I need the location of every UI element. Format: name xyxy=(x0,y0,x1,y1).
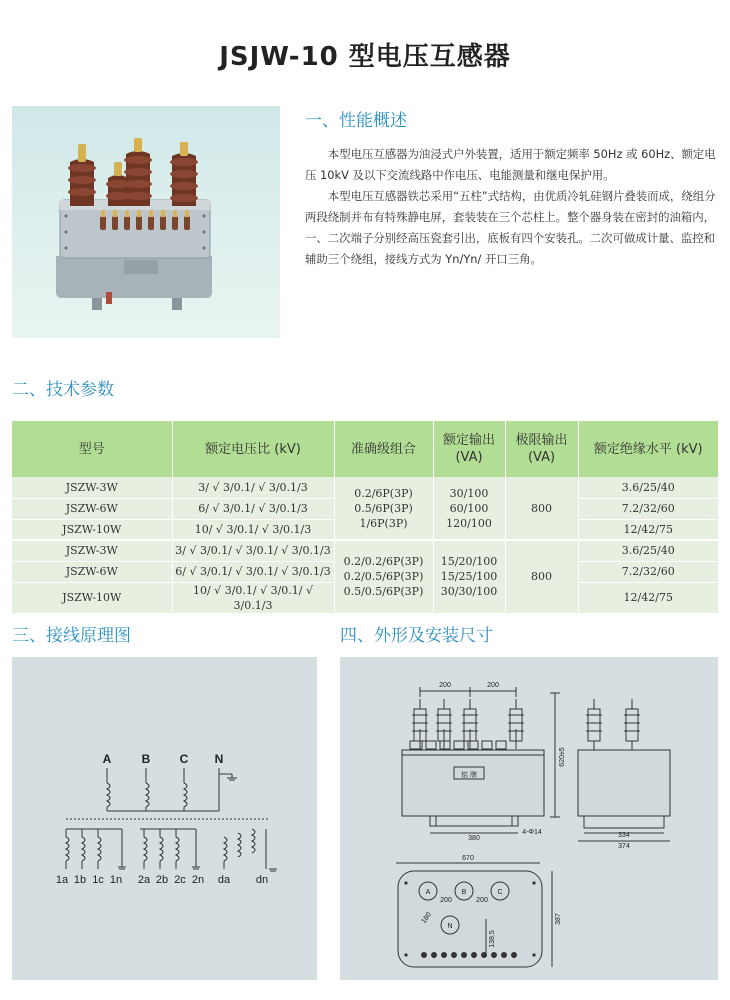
terminal-label: N xyxy=(214,752,224,766)
dimension-label: 374 xyxy=(618,843,630,850)
nameplate-label: 铭 牌 xyxy=(461,772,477,779)
cell-limit: 800 xyxy=(505,477,578,540)
header-accuracy: 准确级组合 xyxy=(334,421,433,477)
table-row xyxy=(12,540,718,561)
terminal-label: 1c xyxy=(92,874,104,886)
terminal-label: 1a xyxy=(55,874,69,886)
cell-limit: 800 xyxy=(505,540,578,613)
output-value: 120/100 xyxy=(446,516,492,530)
terminal-label: C xyxy=(179,752,189,766)
overview-text xyxy=(305,144,719,270)
header-ratio: 额定电压比 (kV) xyxy=(172,421,334,477)
accuracy-value: 0.5/6P(3P) xyxy=(354,501,413,515)
dimension-label: 670 xyxy=(462,855,474,862)
params-heading: 二、技术参数 xyxy=(12,380,114,400)
cell-output xyxy=(433,540,505,613)
terminal-label: B xyxy=(141,752,151,766)
cell-model: JSZW-6W xyxy=(12,561,172,582)
dimension-heading: 四、外形及安装尺寸 xyxy=(340,626,493,646)
table-header-row xyxy=(12,421,718,477)
output-value: 30/100 xyxy=(449,486,489,500)
terminal-label: dn xyxy=(255,874,269,886)
accuracy-value: 0.5/0.5/6P(3P) xyxy=(343,585,424,599)
dimension-label: 620±5 xyxy=(559,747,566,767)
terminal-label: A xyxy=(102,752,112,766)
header-rated-output: 额定输出 (VA) xyxy=(433,421,505,477)
dimension-label: 200 xyxy=(476,897,488,904)
cell-output xyxy=(433,477,505,540)
wiring-heading: 三、接线原理图 xyxy=(12,626,131,646)
terminal-label: 2c xyxy=(174,874,186,886)
dimension-label: 180 xyxy=(420,911,433,925)
cell-model: JSZW-10W xyxy=(12,582,172,613)
bushing-label: N xyxy=(447,923,453,930)
terminal-label: 2b xyxy=(155,874,169,886)
dimension-drawing-panel xyxy=(340,657,718,980)
page-title: JSJW-10 型电压互感器 xyxy=(219,42,511,72)
dimension-label: 380 xyxy=(468,835,480,842)
accuracy-value: 1/6P(3P) xyxy=(359,516,408,530)
dimension-label: 334 xyxy=(618,832,630,839)
wiring-diagram-panel xyxy=(12,657,317,980)
cell-model: JSZW-3W xyxy=(12,540,172,561)
terminal-label: 2n xyxy=(191,874,205,886)
cell-ratio: 3/ √ 3/0.1/ √ 3/0.1/ √ 3/0.1/3 xyxy=(172,540,334,561)
product-photo xyxy=(12,106,280,338)
terminal-label: 2a xyxy=(137,874,151,886)
cell-ratio: 6/ √ 3/0.1/ √ 3/0.1/ √ 3/0.1/3 xyxy=(172,561,334,582)
cell-insulation: 3.6/25/40 xyxy=(578,477,718,498)
output-value: 30/30/100 xyxy=(440,585,498,599)
dimension-label: 200 xyxy=(487,682,499,689)
header-model: 型号 xyxy=(12,421,172,477)
bushing-label: B xyxy=(461,889,467,896)
accuracy-value: 0.2/0.5/6P(3P) xyxy=(343,570,424,584)
accuracy-value: 0.2/0.2/6P(3P) xyxy=(343,555,424,569)
overview-paragraph: 本型电压互感器铁芯采用“五柱”式结构，由优质冷轧硅钢片叠装而成，绕组分两段绕制并布有特殊静电屏，套装装在三个芯柱上。整个器身装在密封的油箱内，一、二次端子分别经高压瓷套引出，底板有四个安装孔。二次可做成计量、监控和辅助三个绕组，接线方式为 Yn/Yn/ 开口三角。 xyxy=(305,189,716,266)
terminal-label: 1n xyxy=(109,874,123,886)
cell-ratio: 3/ √ 3/0.1/ √ 3/0.1/3 xyxy=(172,477,334,498)
output-value: 15/25/100 xyxy=(440,570,498,584)
cell-ratio: 10/ √ 3/0.1/ √ 3/0.1/3 xyxy=(172,519,334,540)
cell-model: JSZW-10W xyxy=(12,519,172,540)
cell-ratio: 10/ √ 3/0.1/ √ 3/0.1/ √ 3/0.1/3 xyxy=(172,582,334,613)
table-row xyxy=(12,477,718,498)
header-insulation: 额定绝缘水平 (kV) xyxy=(578,421,718,477)
bushing-label: A xyxy=(425,889,431,896)
output-value: 15/20/100 xyxy=(440,555,498,569)
cell-model: JSZW-6W xyxy=(12,498,172,519)
terminal-label: 1b xyxy=(73,874,87,886)
cell-insulation: 7.2/32/60 xyxy=(578,561,718,582)
cell-insulation: 12/42/75 xyxy=(578,519,718,540)
cell-accuracy xyxy=(334,540,433,613)
cell-model: JSZW-3W xyxy=(12,477,172,498)
cell-ratio: 6/ √ 3/0.1/ √ 3/0.1/3 xyxy=(172,498,334,519)
terminal-label: da xyxy=(217,874,231,886)
dimension-label: 200 xyxy=(440,897,452,904)
accuracy-value: 0.2/6P(3P) xyxy=(354,486,413,500)
header-limit-output: 极限输出 (VA) xyxy=(505,421,578,477)
cell-insulation: 3.6/25/40 xyxy=(578,540,718,561)
spec-table xyxy=(12,421,718,614)
cell-accuracy xyxy=(334,477,433,540)
dimension-label: 138.5 xyxy=(489,930,496,948)
overview-heading: 一、性能概述 xyxy=(305,111,407,131)
output-value: 60/100 xyxy=(449,501,489,515)
overview-paragraph: 本型电压互感器为油浸式户外装置，适用于额定频率 50Hz 或 60Hz、额定电压 10kV 及以下交流线路中作电压、电能测量和继电保护用。 xyxy=(305,147,716,182)
dimension-label: 387 xyxy=(555,913,562,925)
cell-insulation: 7.2/32/60 xyxy=(578,498,718,519)
cell-insulation: 12/42/75 xyxy=(578,582,718,613)
dimension-label: 4-Φ14 xyxy=(522,829,542,836)
dimension-label: 200 xyxy=(439,682,451,689)
bushing-label: C xyxy=(497,889,503,896)
